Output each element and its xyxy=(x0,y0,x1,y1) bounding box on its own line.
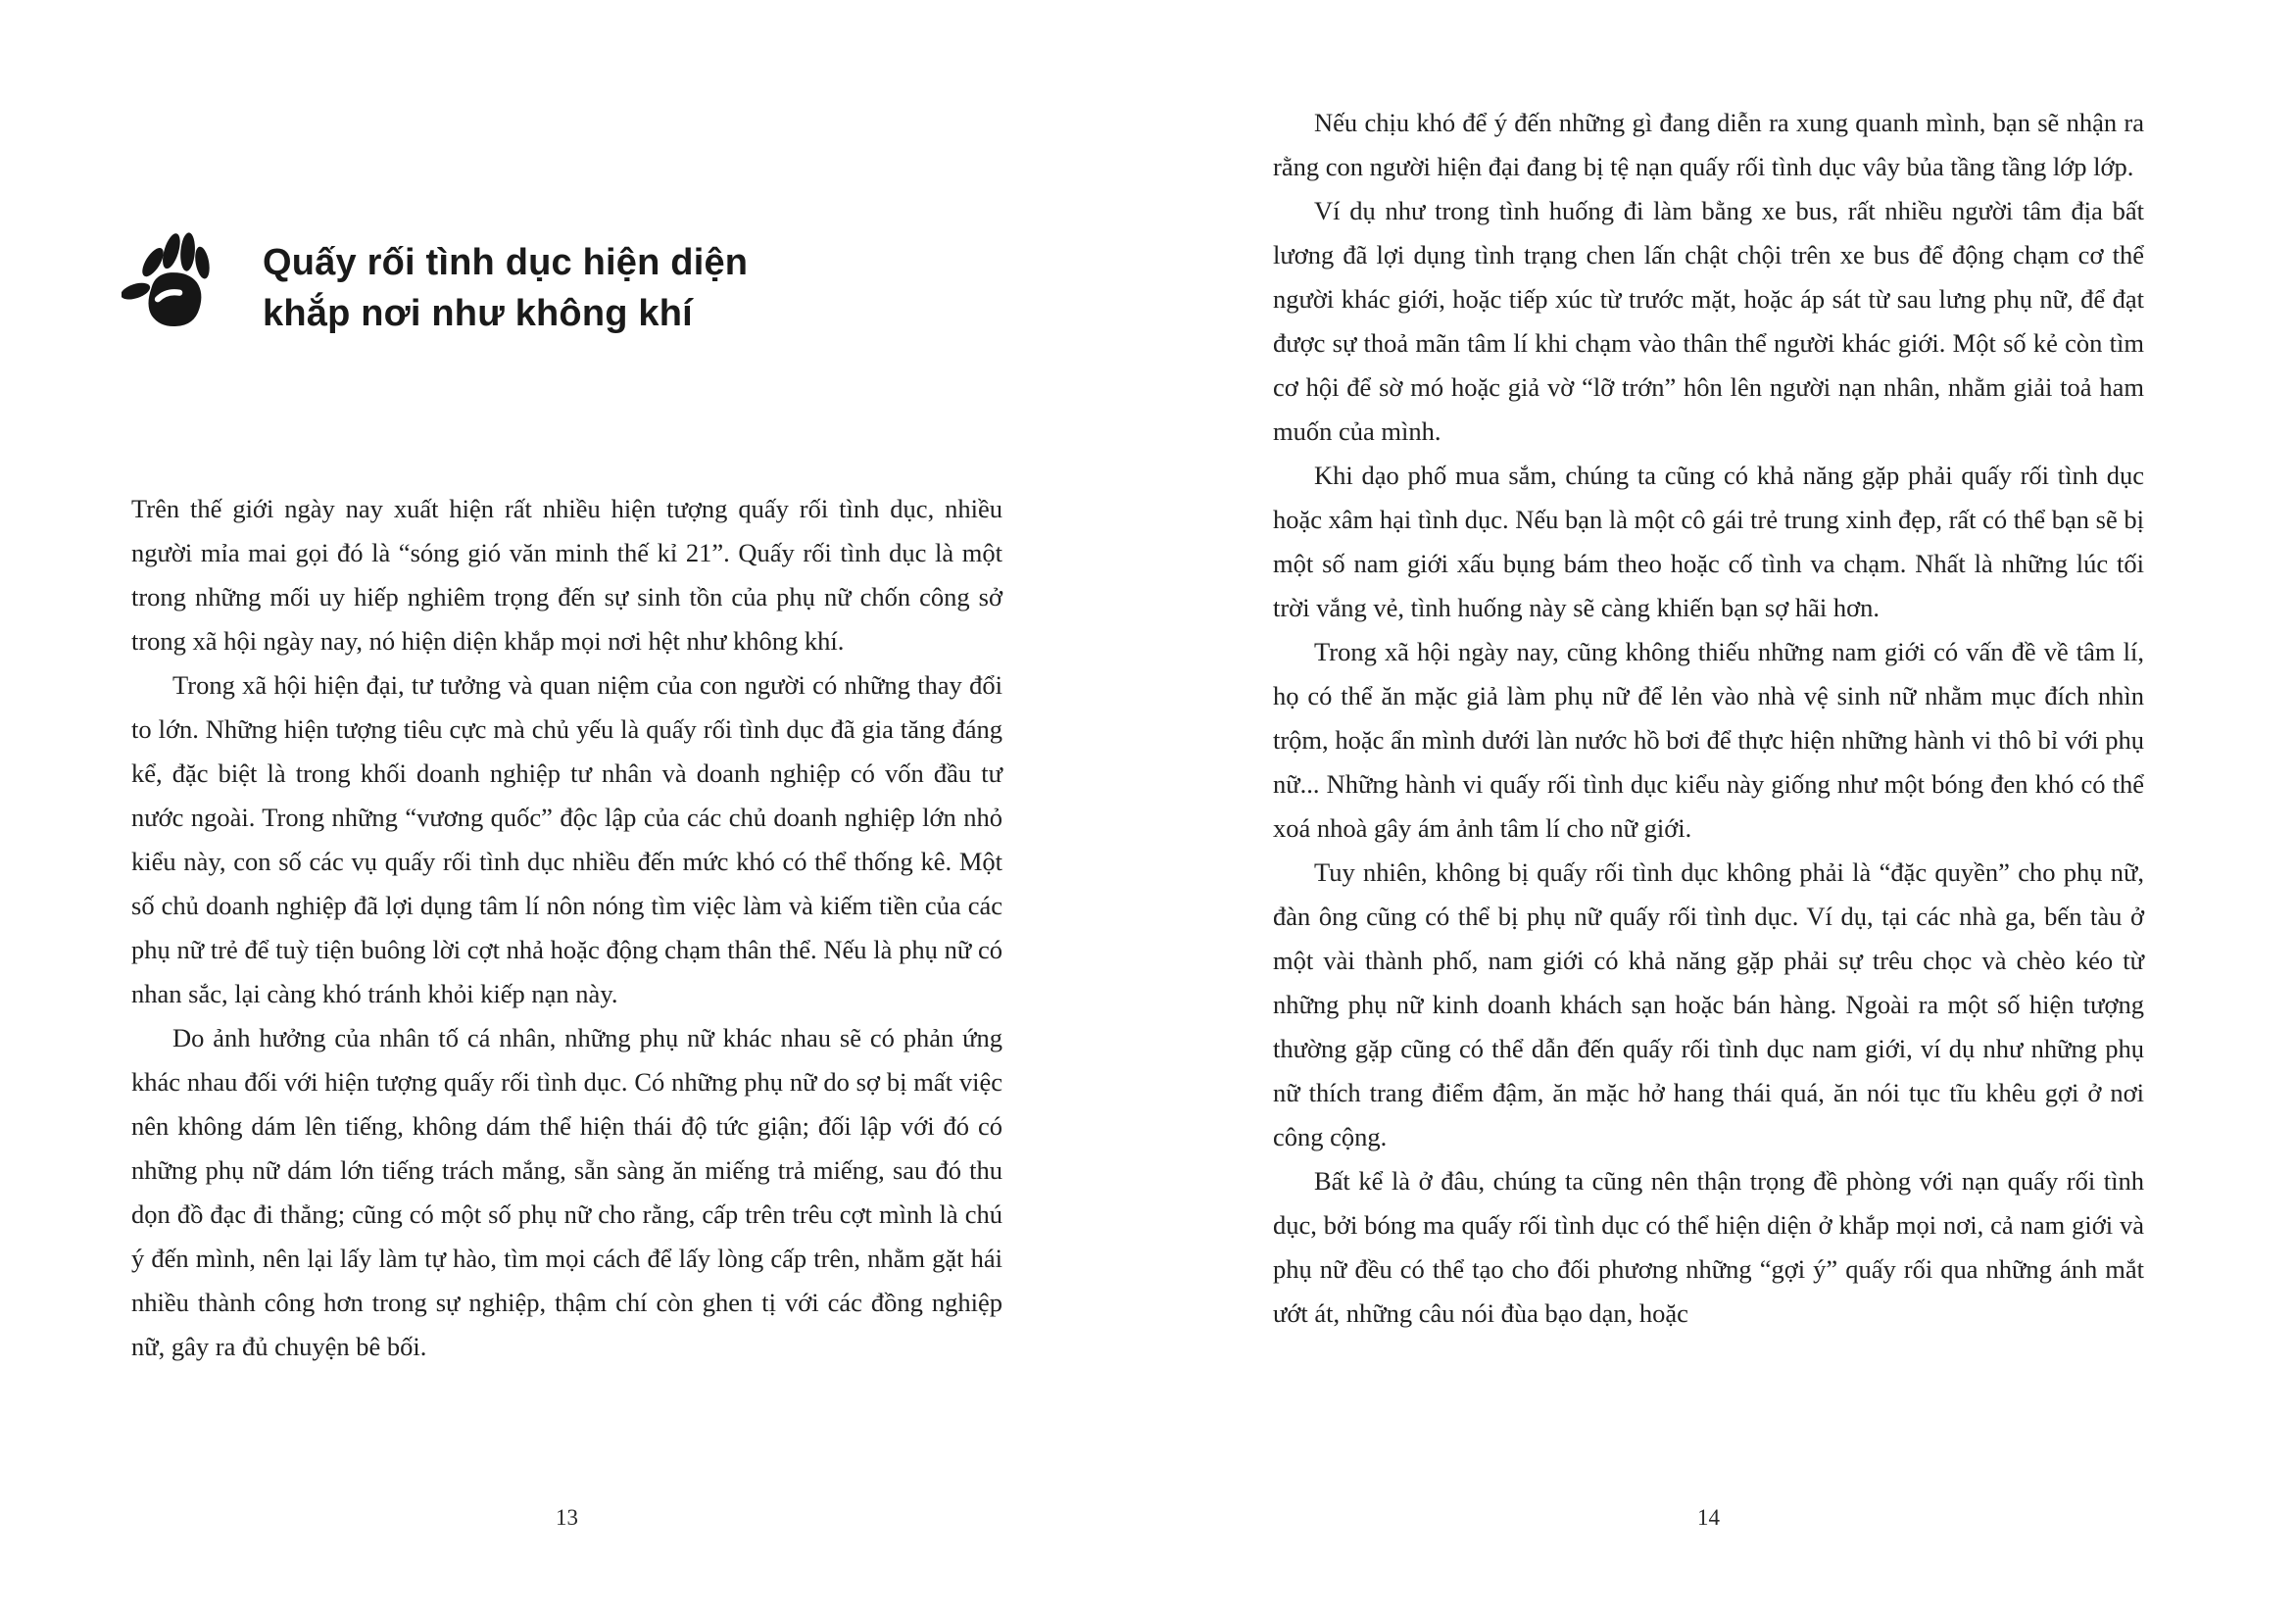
page-number-right: 14 xyxy=(1697,1505,1720,1530)
paragraph: Trong xã hội hiện đại, tư tưởng và quan niệm của con người có những thay đổi to lớn. Những hiện tượng tiêu cực mà chủ yếu là quấy rối tình dục đã gia tăng đáng kể, đặc biệt là trong khối doanh nghiệp tư nhân và doanh nghiệp có vốn đầu tư nước ngoài. Trong những “vương quốc” độc lập của các chủ doanh nghiệp lớn nhỏ kiểu này, con số các vụ quấy rối tình dục nhiều đến mức khó có thể thống kê. Một số chủ doanh nghiệp đã lợi dụng tâm lí nôn nóng tìm việc làm và kiếm tiền của các phụ nữ trẻ để tuỳ tiện buông lời cợt nhả hoặc động chạm thân thể. Nếu là phụ nữ có nhan sắc, lại càng khó tránh khỏi kiếp nạn này. xyxy=(131,670,1002,1008)
paragraph: Ví dụ như trong tình huống đi làm bằng xe bus, rất nhiều người tâm địa bất lương đã lợi dụng tình trạng chen lấn chật chội trên xe bus để động chạm cơ thể người khác giới, hoặc tiếp xúc từ trước mặt, hoặc áp sát từ sau lưng phụ nữ, để đạt được sự thoả mãn tâm lí khi chạm vào thân thể người khác giới. Một số kẻ còn tìm cơ hội để sờ mó hoặc giả vờ “lỡ trớn” hôn lên người nạn nhân, nhằm giải toả ham muốn của mình. xyxy=(1273,196,2144,446)
paragraph: Bất kể là ở đâu, chúng ta cũng nên thận trọng đề phòng với nạn quấy rối tình dục, bởi bóng ma quấy rối tình dục có thể hiện diện ở khắp mọi nơi, cả nam giới và phụ nữ đều có thể tạo cho đối phương những “gợi ý” quấy rối qua những ánh mắt ướt át, những câu nói đùa bạo dạn, hoặc xyxy=(1273,1166,2144,1328)
paragraph: Trong xã hội ngày nay, cũng không thiếu những nam giới có vấn đề về tâm lí, họ có thể ăn mặc giả làm phụ nữ để lẻn vào nhà vệ sinh nữ nhằm mục đích nhìn trộm, hoặc ẩn mình dưới làn nước hồ bơi để thực hiện những hành vi thô bỉ với phụ nữ... Những hành vi quấy rối tình dục kiểu này giống như một bóng đen khó có thể xoá nhoà gây ám ảnh tâm lí cho nữ giới. xyxy=(1273,637,2144,843)
page-14 xyxy=(1273,0,2144,1613)
paragraph: Trên thế giới ngày nay xuất hiện rất nhiều hiện tượng quấy rối tình dục, nhiều người mỉa mai gọi đó là “sóng gió văn minh thế kỉ 21”. Quấy rối tình dục là một trong những mối uy hiếp nghiêm trọng đến sự sinh tồn của phụ nữ chốn công sở trong xã hội ngày nay, nó hiện diện khắp mọi nơi hệt như không khí. xyxy=(131,494,1002,656)
chapter-header xyxy=(122,231,831,339)
chapter-title: Quấy rối tình dục hiện diện khắp nơi như không khí xyxy=(263,242,749,334)
handprint-icon xyxy=(122,231,233,339)
page-13 xyxy=(131,0,1002,1613)
paragraph: Do ảnh hưởng của nhân tố cá nhân, những phụ nữ khác nhau sẽ có phản ứng khác nhau đối với hiện tượng quấy rối tình dục. Có những phụ nữ do sợ bị mất việc nên không dám lên tiếng, không dám thể hiện thái độ tức giận; đối lập với đó có những phụ nữ dám lớn tiếng trách mắng, sẵn sàng ăn miếng trả miếng, sau đó thu dọn đồ đạc đi thẳng; cũng có một số phụ nữ cho rằng, cấp trên trêu cợt mình là chú ý đến mình, nên lại lấy làm tự hào, tìm mọi cách để lấy lòng cấp trên, nhằm gặt hái nhiều thành công hơn trong sự nghiệp, thậm chí còn ghen tị với các đồng nghiệp nữ, gây ra đủ chuyện bê bối. xyxy=(131,1023,1002,1361)
page-14-body xyxy=(1273,101,2144,1336)
paragraph: Nếu chịu khó để ý đến những gì đang diễn ra xung quanh mình, bạn sẽ nhận ra rằng con người hiện đại đang bị tệ nạn quấy rối tình dục vây bủa tầng tầng lớp lớp. xyxy=(1273,108,2144,181)
page-number-left: 13 xyxy=(556,1505,578,1530)
page-13-body xyxy=(131,487,1002,1369)
paragraph: Tuy nhiên, không bị quấy rối tình dục không phải là “đặc quyền” cho phụ nữ, đàn ông cũng có thể bị phụ nữ quấy rối tình dục. Ví dụ, tại các nhà ga, bến tàu ở một vài thành phố, nam giới có khả năng gặp phải sự trêu chọc và chèo kéo từ những phụ nữ kinh doanh khách sạn hoặc bán hàng. Ngoài ra một số hiện tượng thường gặp cũng có thể dẫn đến quấy rối tình dục nam giới, ví dụ như những phụ nữ thích trang điểm đậm, ăn mặc hở hang thái quá, ăn nói tục tĩu khêu gợi ở nơi công cộng. xyxy=(1273,857,2144,1151)
paragraph: Khi dạo phố mua sắm, chúng ta cũng có khả năng gặp phải quấy rối tình dục hoặc xâm hại tình dục. Nếu bạn là một cô gái trẻ trung xinh đẹp, rất có thể bạn sẽ bị một số nam giới xấu bụng bám theo hoặc cố tình va chạm. Nhất là những lúc tối trời vắng vẻ, tình huống này sẽ càng khiến bạn sợ hãi hơn. xyxy=(1273,461,2144,622)
